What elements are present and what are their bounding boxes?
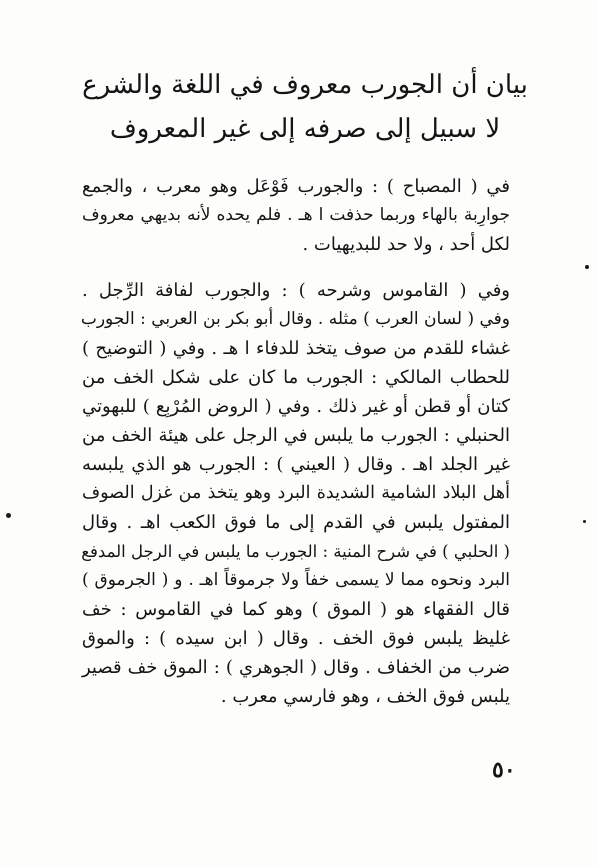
text-line: في ( المصباح ) : والجورب فَوْعَل وهو معرب ، والجمع	[82, 176, 510, 197]
text-line: البرد ونحوه مما لا يسمى خفاً ولا جرموقاً اهـ . و ( الجرموق )	[82, 570, 510, 590]
text-line: ضرب من الخفاف . وقال ( الجوهري ) : الموق خف قصير	[82, 657, 510, 678]
text-line: أهل البلاد الشامية الشديدة البرد وهو يتخذ من غزل الصوف	[82, 483, 510, 503]
page-number: ٥٠	[492, 757, 516, 783]
chapter-title-line-1: بيان أن الجورب معروف في اللغة والشرع	[82, 70, 528, 100]
scan-speck	[6, 513, 11, 518]
text-line: غير الجلد اهـ . وقال ( العيني ) : الجورب هو الذي يلبسه	[82, 454, 510, 475]
text-line: غليظ يلبس فوق الخف . وقال ( ابن سيده ) : والموق	[82, 628, 510, 649]
chapter-title-line-2: لا سبيل إلى صرفه إلى غير المعروف	[109, 114, 501, 144]
text-line: ( الحلبي ) في شرح المنية : الجورب ما يلبس في الرجل المدفع	[81, 542, 510, 561]
scan-speck	[583, 520, 586, 523]
text-line: المفتول يلبس في القدم إلى ما فوق الكعب اهـ . وقال	[82, 512, 510, 533]
text-line: الحنبلي : الجورب ما يلبس في الرجل على هيئة الخف من	[82, 425, 510, 446]
paragraph-1	[82, 172, 510, 259]
text-line: كتان أو قطن أو غير ذلك . وفي ( الروض المُرْبِع ) للبهوتي	[82, 396, 510, 417]
text-line: غشاء للقدم من صوف يتخذ للدفاء ا هـ . وفي ( التوضيح )	[82, 338, 510, 359]
text-line: لكل أحد ، ولا حد للبديهيات .	[302, 234, 510, 255]
scan-speck	[585, 265, 589, 269]
text-line: يلبس فوق الخف ، وهو فارسي معرب .	[220, 686, 510, 707]
text-line: وفي ( القاموس وشرحه ) : والجورب لفافة الرِّجل .	[82, 280, 510, 301]
text-line: جوارِبة بالهاء وربما حذفت ا هـ . فلم يحده لأنه بديهي معروف	[82, 205, 510, 225]
text-line: للحطاب المالكي : الجورب ما كان على شكل الخف من	[82, 367, 510, 388]
text-line: قال الفقهاء هو ( الموق ) وهو كما في القاموس : خف	[82, 599, 510, 620]
paragraph-2	[82, 276, 510, 711]
text-line: وفي ( لسان العرب ) مثله . وقال أبو بكر بن العربي : الجورب	[80, 309, 510, 329]
